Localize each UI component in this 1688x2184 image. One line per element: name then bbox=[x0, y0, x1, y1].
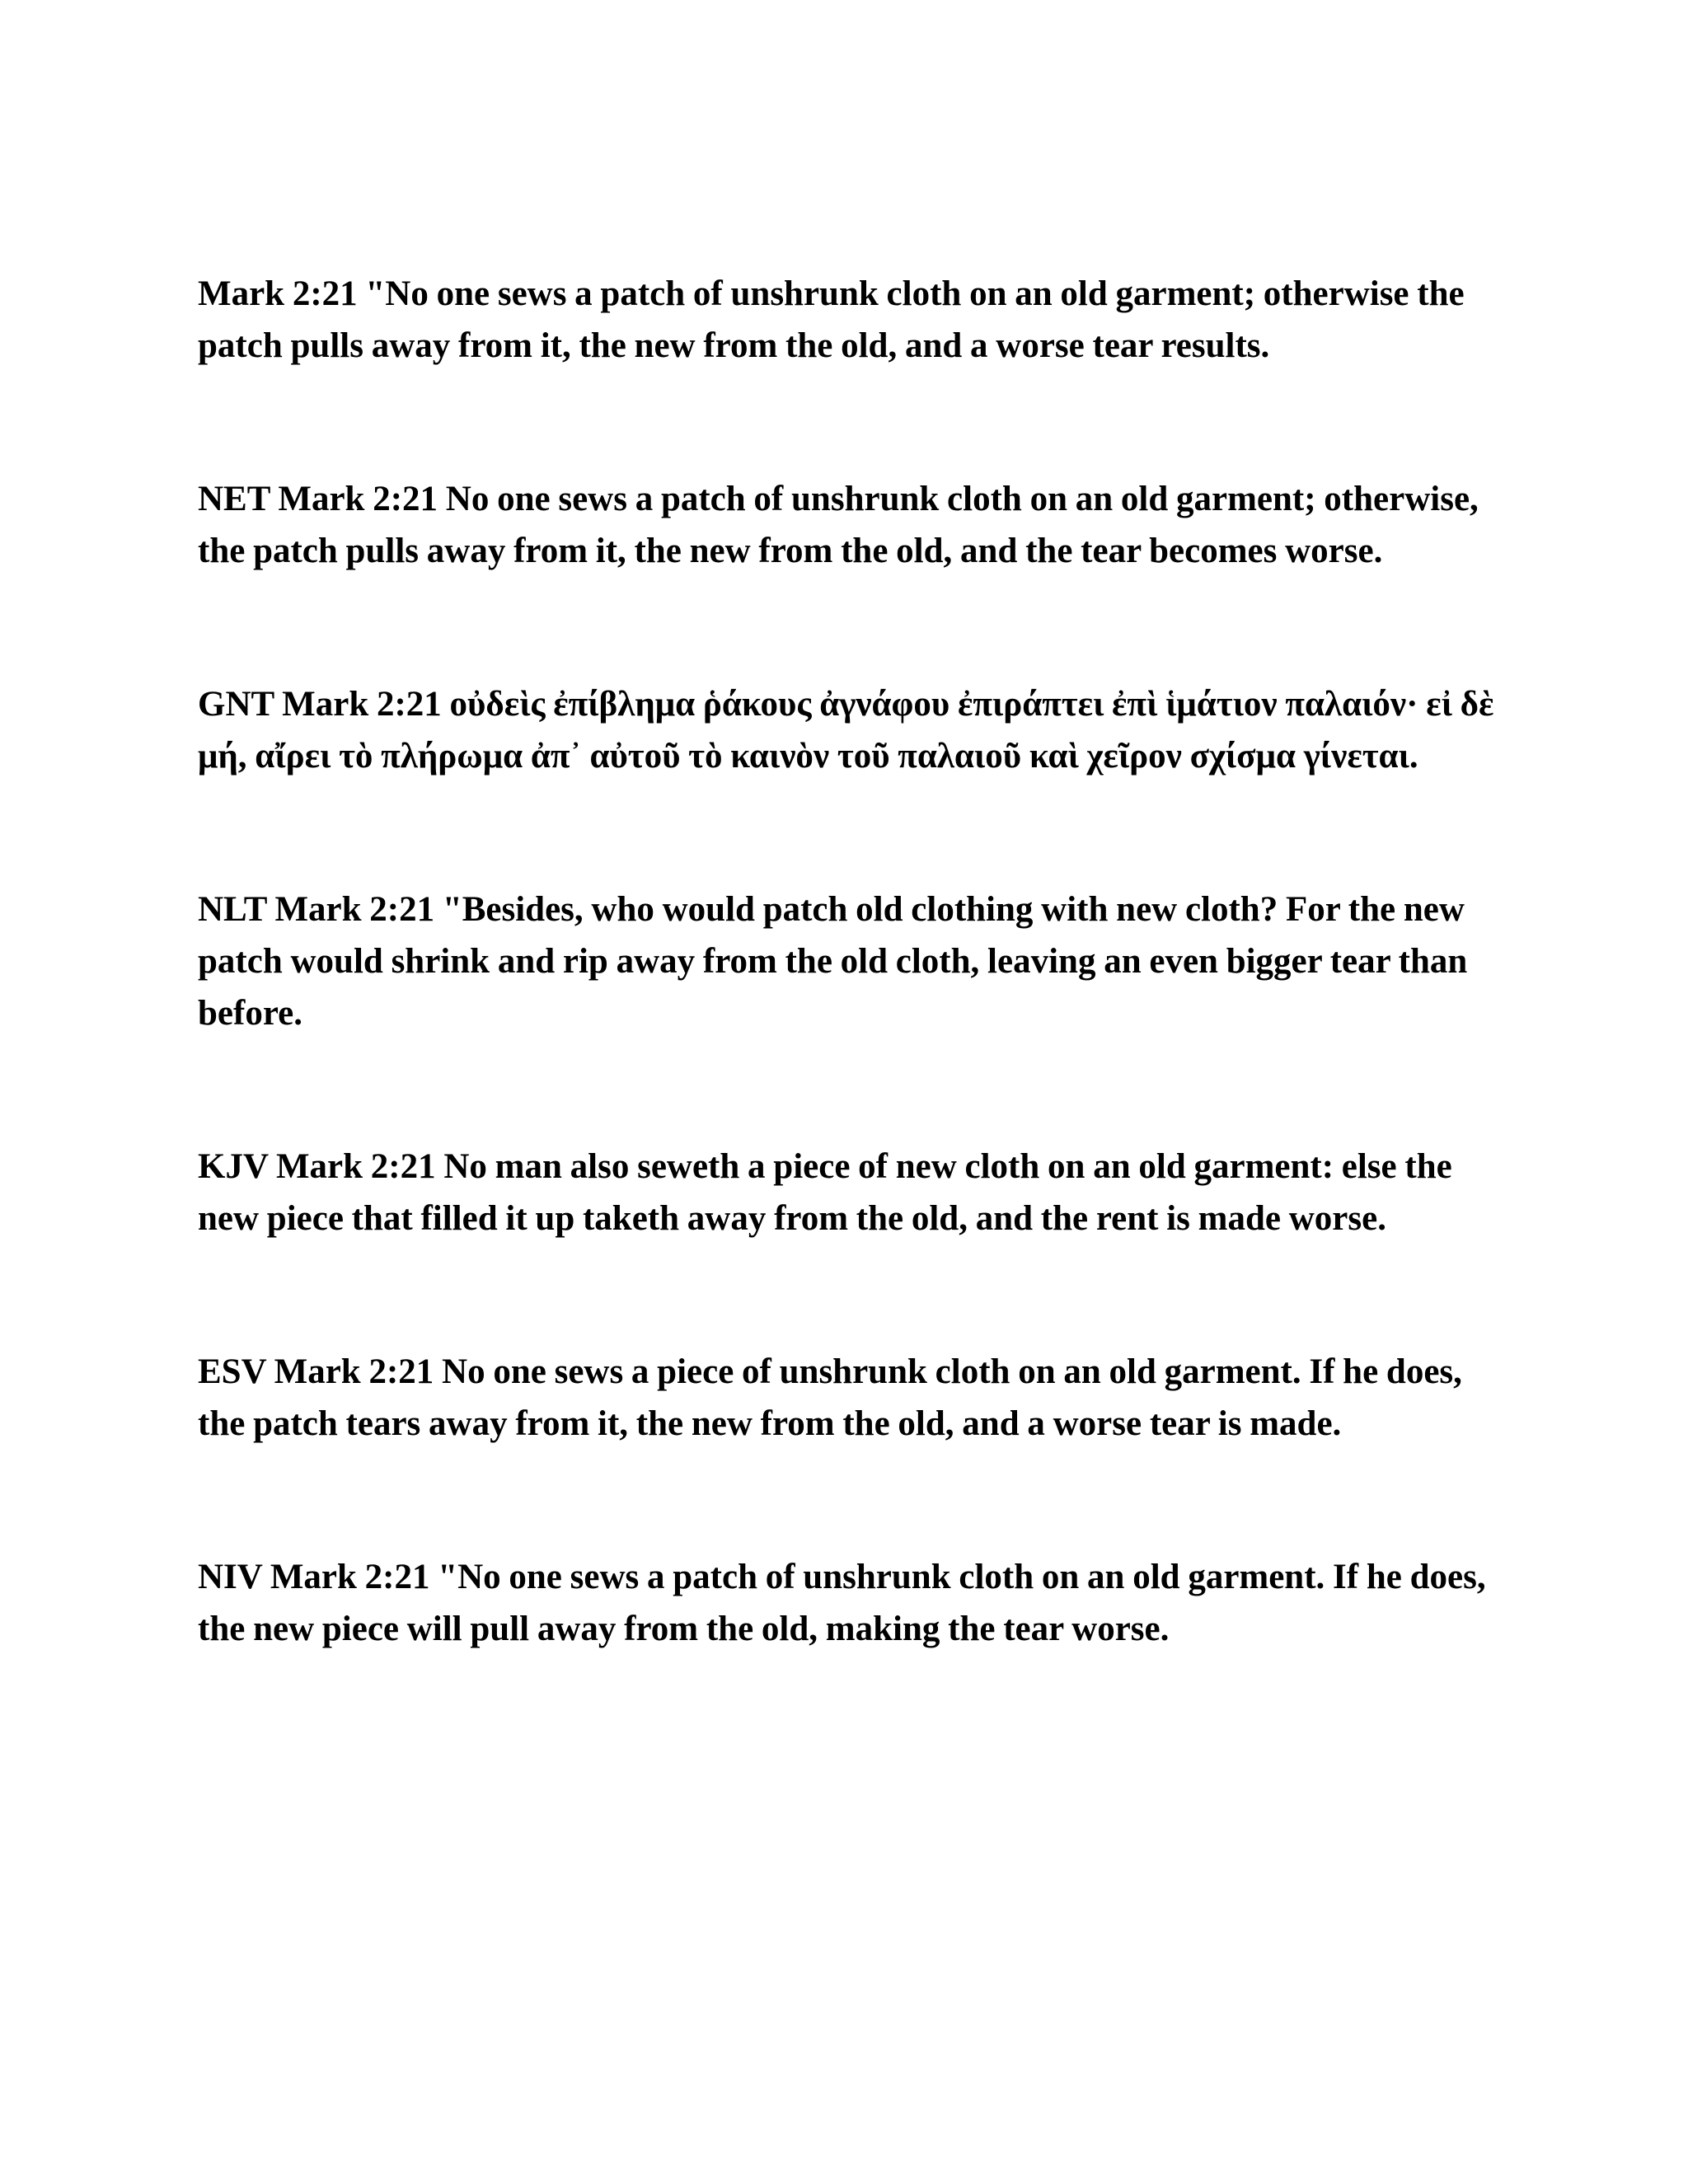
verse-paragraph: NET Mark 2:21 No one sews a patch of unshrunk cloth on an old garment; otherwise, the patch pulls away from it, the new from the old, and the tear becomes worse. bbox=[198, 480, 1479, 570]
verse-list bbox=[198, 268, 1500, 1655]
verse-paragraph: Mark 2:21 "No one sews a patch of unshrunk cloth on an old garment; otherwise the patch pulls away from it, the new from the old, and a worse tear results. bbox=[198, 274, 1465, 365]
verse-paragraph: NLT Mark 2:21 "Besides, who would patch old clothing with new cloth? For the new patch would shrink and rip away from the old cloth, leaving an even bigger tear than before. bbox=[198, 890, 1468, 1033]
verse-paragraph: ESV Mark 2:21 No one sews a piece of unshrunk cloth on an old garment. If he does, the patch tears away from it, the new from the old, and a worse tear is made. bbox=[198, 1352, 1462, 1443]
verse-paragraph: NIV Mark 2:21 "No one sews a patch of unshrunk cloth on an old garment. If he does, the new piece will pull away from the old, making the tear worse. bbox=[198, 1558, 1486, 1648]
verse-paragraph: KJV Mark 2:21 No man also seweth a piece of new cloth on an old garment: else the new piece that filled it up taketh away from the old, and the rent is made worse. bbox=[198, 1147, 1452, 1238]
verse-paragraph: GNT Mark 2:21 οὐδεὶς ἐπίβλημα ῥάκους ἀγνάφου ἐπιράπτει ἐπὶ ἱμάτιον παλαιόν· εἰ δὲ μή, αἴρει τὸ πλήρωμα ἀπ᾽ αὐτοῦ τὸ καινὸν τοῦ παλαιοῦ καὶ χεῖρον σχίσμα γίνεται. bbox=[198, 685, 1494, 776]
